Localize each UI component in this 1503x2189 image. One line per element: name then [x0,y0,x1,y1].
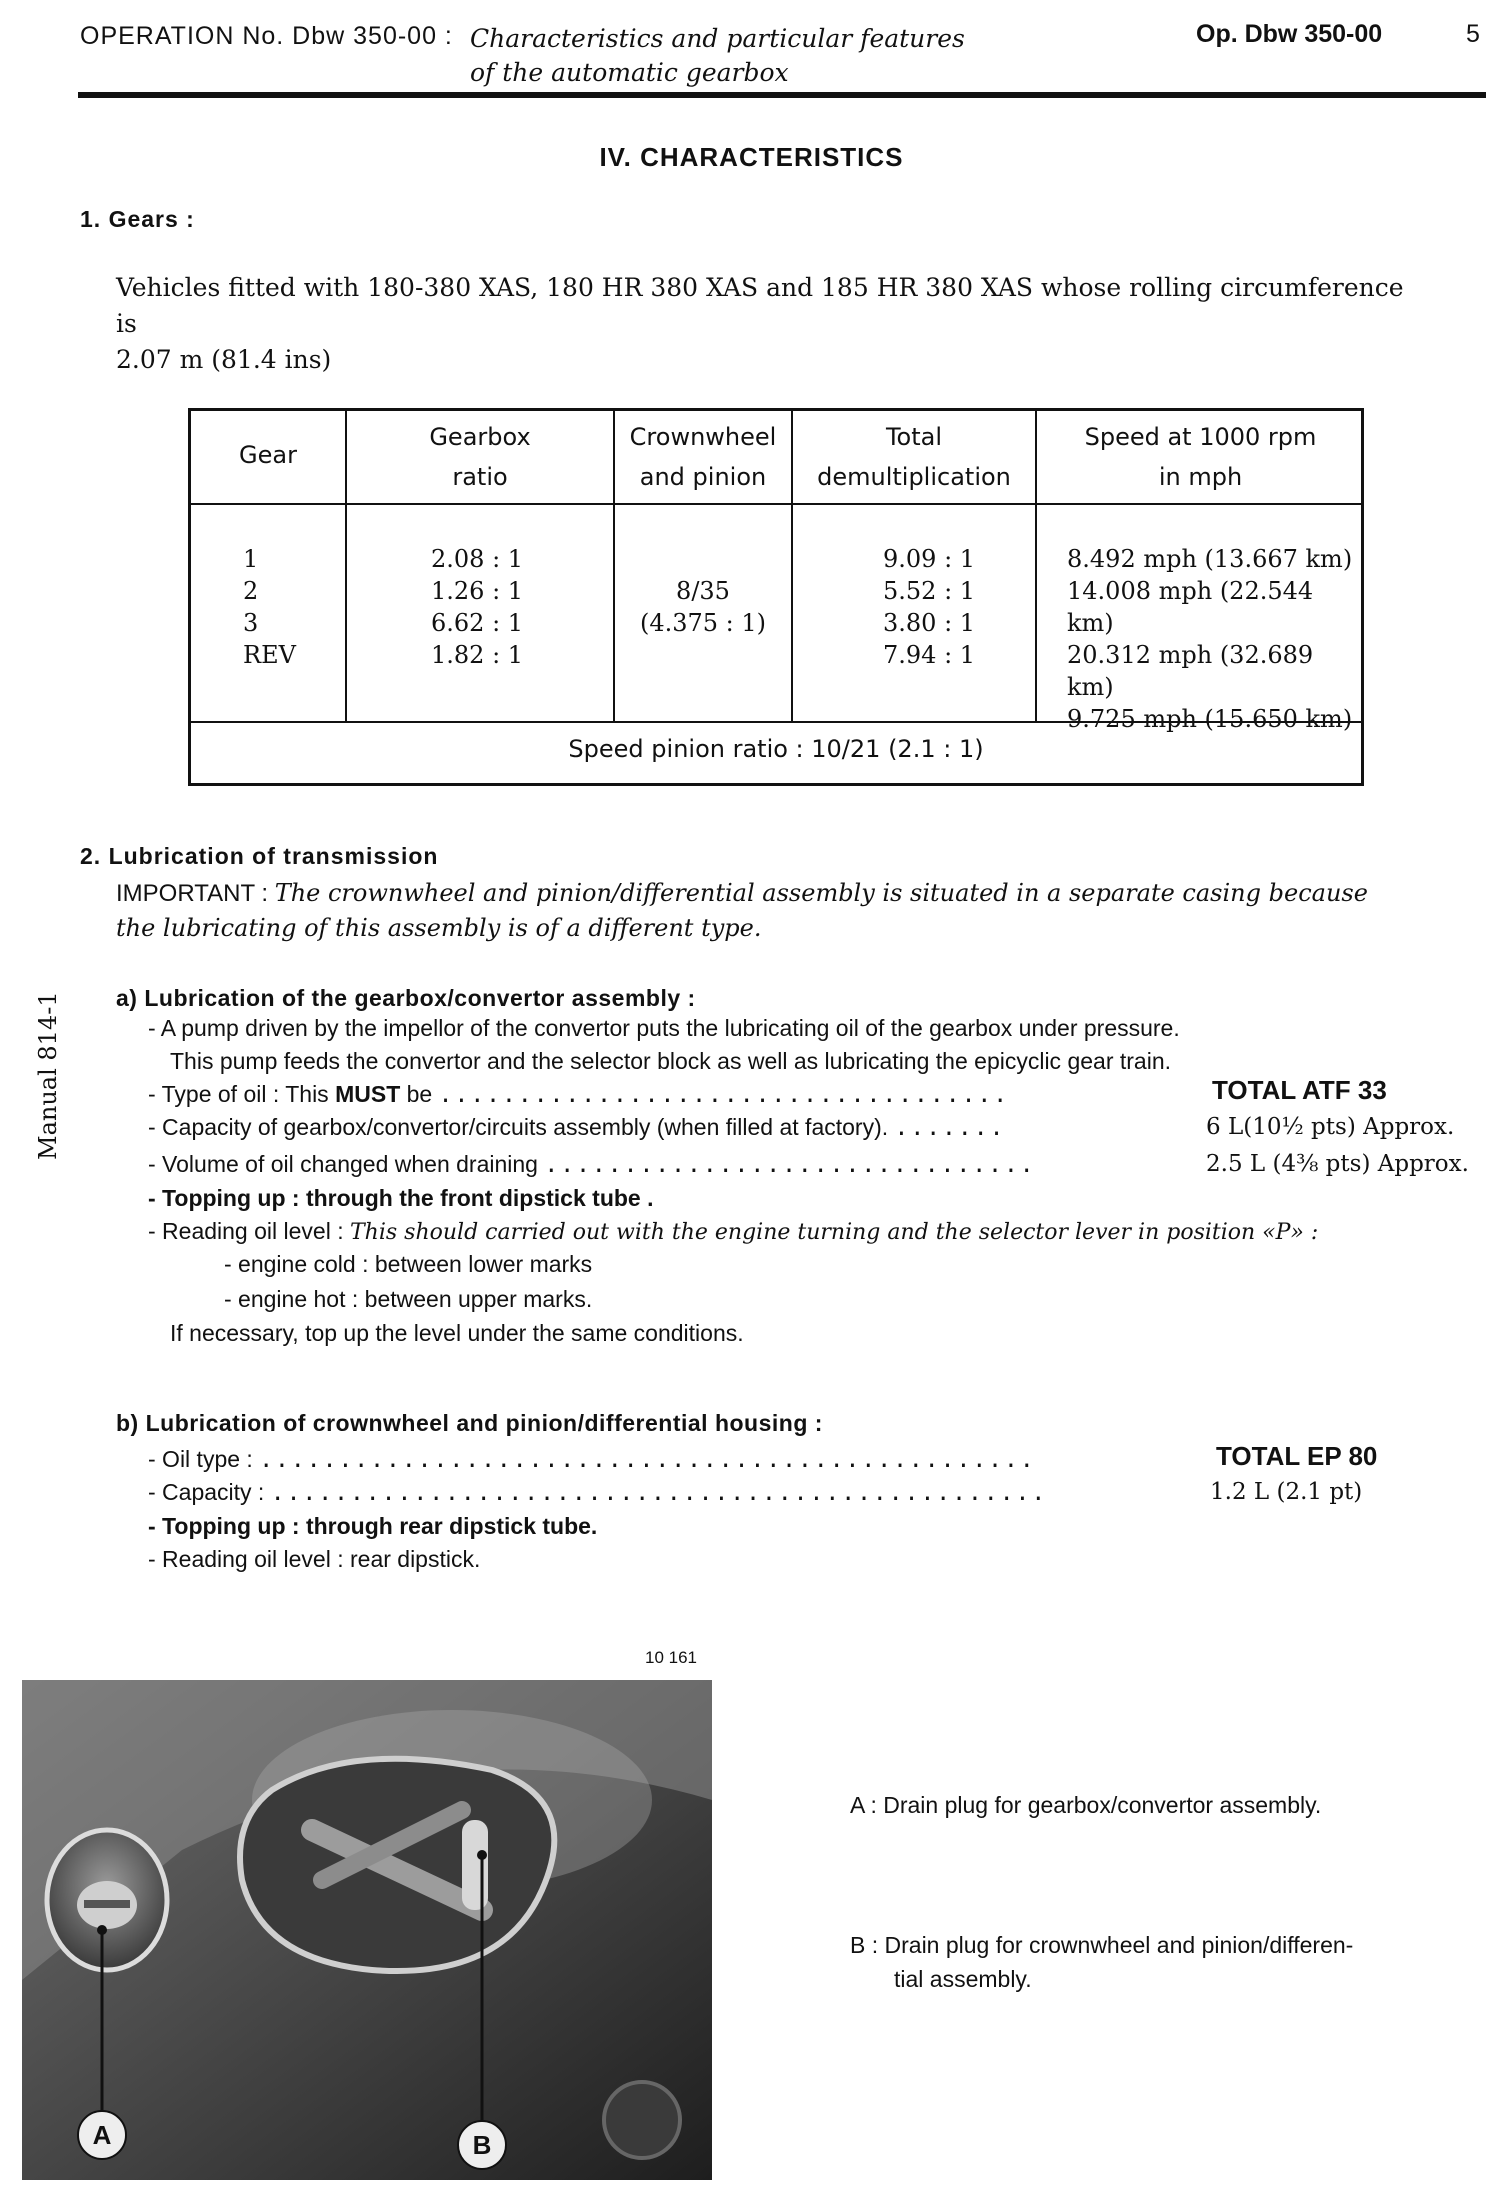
table-header-rule [191,503,1361,505]
table-row-speed: 14.008 mph (22.544 km) [1067,577,1314,637]
speed-pinion-ratio: Speed pinion ratio : 10/21 (2.1 : 1) [568,735,984,763]
table-row-ratio: 1.82 : 1 [431,641,524,669]
marker-a-label: A [92,2120,112,2150]
pump-description-1: - A pump driven by the impellor of the convertor puts the lubricating oil of the gearbox under pressure. [148,1015,1180,1041]
important-text-1: The crownwheel and pinion/differential assembly is situated in a separate casing because [274,879,1368,907]
leader-dots: ................................................. [259,1447,1036,1473]
header-speed [1037,417,1364,497]
caption-b-line-2: tial assembly. [894,1966,1032,1992]
crownwheel-ratio-value: (4.375 : 1) [639,609,767,637]
engine-hot: - engine hot : between upper marks. [224,1286,593,1312]
drain-plug-photo [22,1680,712,2180]
gearbox-lubrication-heading: a) Lubrication of the gearbox/convertor assembly : [116,985,696,1011]
gears-intro-line-2: 2.07 m (81.4 ins) [116,345,332,374]
table-row-gear: 3 [243,609,259,637]
oil-type-be: be [406,1081,433,1107]
leader-dots: ............................... [544,1152,1036,1178]
diff-capacity-label: - Capacity : [148,1479,265,1505]
header-speed-line-2: in mph [1158,463,1243,491]
oil-type-label: - Type of oil : This [148,1081,329,1107]
important-label: IMPORTANT : [116,880,269,907]
table-row-gear: REV [243,641,296,669]
capacity-label: - Capacity of gearbox/convertor/circuits assembly (when filled at factory). [148,1114,889,1140]
speed-column [1037,543,1364,735]
gear-column [191,543,345,671]
manual-side-label: Manual 814-1 [34,991,62,1160]
section-title: IV. CHARACTERISTICS [599,142,904,172]
diff-capacity-value: 1.2 L (2.1 pt) [1210,1479,1363,1505]
gears-intro [116,270,1416,378]
topping-up-front: - Topping up : through the front dipstick tube . [148,1185,654,1211]
pump-description-2: This pump feeds the convertor and the selector block as well as lubricating the epicyclic gear train. [170,1048,1172,1074]
figure-number: 10 161 [645,1648,697,1667]
header-speed-line-1: Speed at 1000 rpm [1084,423,1317,451]
header-total-line-1: Total [885,423,943,451]
gears-intro-line-1: Vehicles fitted with 180-380 XAS, 180 HR 380 XAS and 185 HR 380 XAS whose rolling circumference is [116,273,1404,338]
table-row-ratio: 6.62 : 1 [431,609,524,637]
volume-value: 2.5 L (4⅜ pts) Approx. [1206,1151,1469,1177]
caption-b [850,1928,1353,1996]
header-total-line-2: demultiplication [817,463,1011,491]
volume-row [148,1148,1036,1182]
gears-heading: 1. Gears : [80,206,195,232]
table-row-total: 5.52 : 1 [883,577,976,605]
capacity-row [148,1111,1005,1145]
volume-label: - Volume of oil changed when draining [148,1151,538,1177]
differential-lubrication-heading: b) Lubrication of crownwheel and pinion/differential housing : [116,1410,823,1436]
header-gearbox-ratio-line-2: ratio [452,463,508,491]
leader-dots: .................................... [438,1082,1010,1108]
caption-a-text: Drain plug for gearbox/convertor assembly. [883,1792,1322,1818]
topping-up-rear: - Topping up : through rear dipstick tube. [148,1513,598,1539]
caption-b-key: B : [850,1932,879,1958]
table-row-total: 9.09 : 1 [883,545,976,573]
table-row-gear: 2 [243,577,259,605]
table-row-ratio: 2.08 : 1 [431,545,524,573]
page-number: 5 [1466,20,1480,48]
caption-b-line-1: Drain plug for crownwheel and pinion/differen- [884,1932,1354,1958]
marker-b-label: B [472,2130,492,2160]
table-row-speed: 20.312 mph (32.689 km) [1067,641,1314,701]
subtitle-line-1: Characteristics and particular features [470,24,965,53]
total-column [793,543,1035,671]
operation-number: OPERATION No. Dbw 350-00 : [80,22,453,50]
header-gear: Gear [239,441,297,469]
capacity-value: 6 L(10½ pts) Approx. [1206,1114,1455,1140]
oil-type-must: MUST [335,1081,401,1107]
operation-reference: Op. Dbw 350-00 [1196,20,1383,48]
subtitle-line-2: of the automatic gearbox [470,58,789,87]
operation-subtitle [470,22,965,90]
engine-cold: - engine cold : between lower marks [224,1251,593,1277]
diff-oil-type-value: TOTAL EP 80 [1216,1441,1378,1471]
caption-a [850,1788,1321,1822]
header-crownwheel-line-1: Crownwheel [629,423,777,451]
diff-oil-type-label: - Oil type : [148,1446,253,1472]
reading-level-row [148,1215,1318,1249]
leader-dots: ................................................. [270,1480,1048,1506]
header-gearbox-ratio-line-1: Gearbox [429,423,531,451]
caption-a-key: A : [850,1792,877,1818]
important-text-2: the lubricating of this assembly is of a different type. [116,914,762,942]
ratio-column [347,543,613,671]
header-crownwheel-line-2: and pinion [639,463,767,491]
reading-level-label: - Reading oil level : [148,1218,344,1244]
table-row-speed: 8.492 mph (13.667 km) [1067,545,1353,573]
header-crownwheel [615,417,791,497]
header-rule [78,92,1486,98]
crownwheel-ratio [615,575,791,639]
gear-ratio-table [188,408,1364,786]
table-row-total: 7.94 : 1 [883,641,976,669]
top-up-note: If necessary, top up the level under the same conditions. [170,1320,744,1346]
diff-reading-level: - Reading oil level : rear dipstick. [148,1546,481,1572]
oil-type-value: TOTAL ATF 33 [1212,1075,1387,1105]
important-note [116,876,1456,945]
diff-oil-type-row [148,1443,1036,1477]
lubrication-heading: 2. Lubrication of transmission [80,843,439,869]
leader-dots: ....... [894,1115,1006,1141]
drain-plug-photo-graphic [22,1680,712,2180]
table-row-speed: 9.725 mph (15.650 km) [1067,705,1353,733]
table-row-total: 3.80 : 1 [883,609,976,637]
header-total [793,417,1035,497]
table-row-gear: 1 [243,545,259,573]
header-gearbox-ratio [347,417,613,497]
diff-capacity-row [148,1476,1047,1510]
crownwheel-teeth: 8/35 [676,577,730,605]
table-row-ratio: 1.26 : 1 [431,577,524,605]
reading-level-text: This should carried out with the engine turning and the selector lever in position «P» : [350,1220,1319,1245]
oil-type-row [148,1078,1009,1112]
